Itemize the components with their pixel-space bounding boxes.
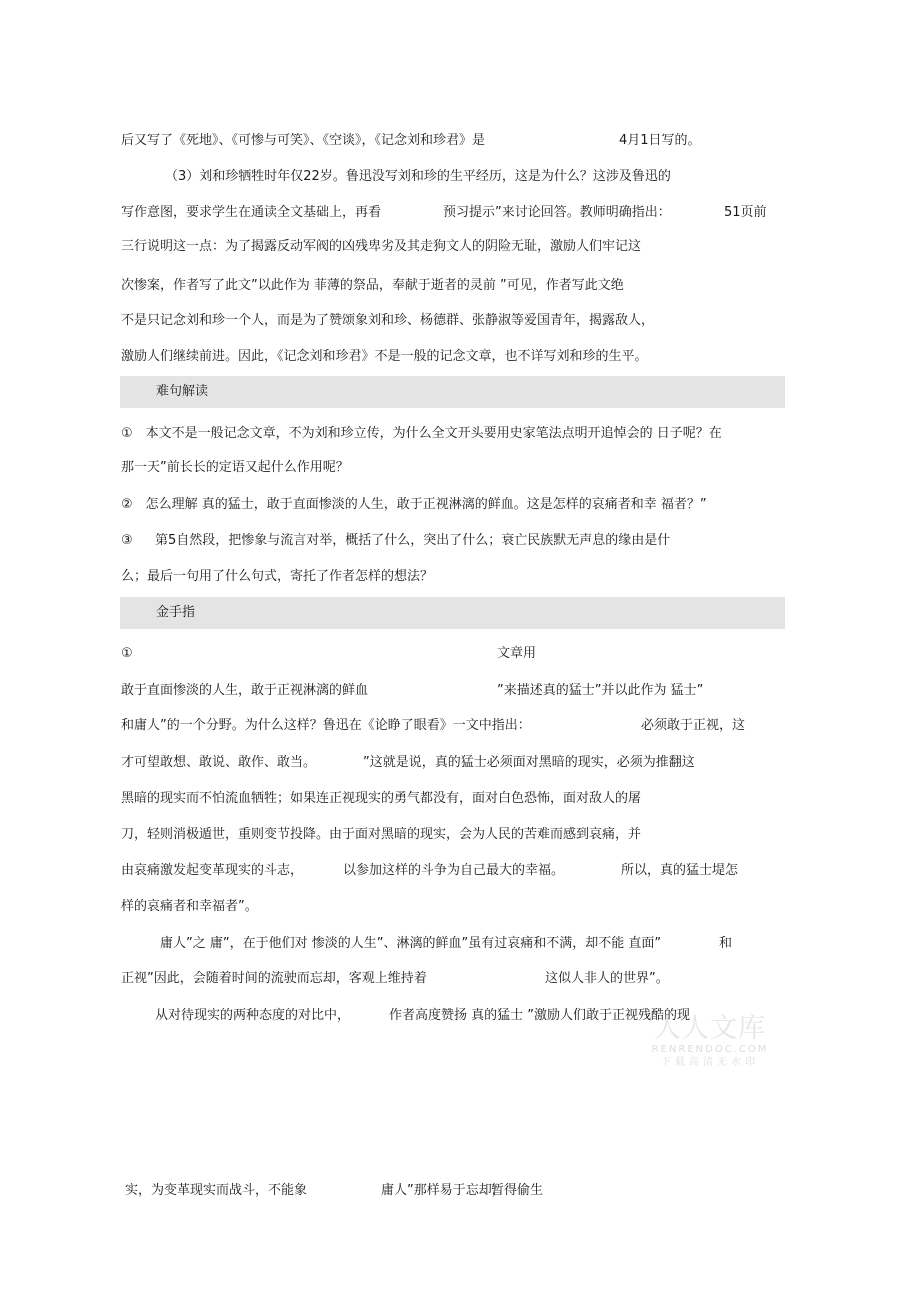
text-segment: 第5自然段，把惨象与流言对举，概括了什么，突出了什么；衰亡民族默无声息的缘由是什 bbox=[155, 533, 671, 548]
section-header-golden-finger bbox=[120, 597, 785, 629]
question-line: 那一天”前长长的定语又起什么作用呢？ bbox=[121, 460, 349, 475]
text-segment: 这似人非人的世界”。 bbox=[545, 971, 669, 986]
text-segment: 预习提示”来讨论回答。教师明确指出： bbox=[443, 205, 671, 220]
section-header-difficult-sentences bbox=[120, 376, 785, 408]
text-segment: ”这就是说，真的猛士必须面对黑暗的现实，必须为推翻这 bbox=[363, 755, 695, 770]
paragraph-line: 样的哀痛者和幸福者”。 bbox=[121, 899, 258, 914]
section-title: 难句解读 bbox=[156, 384, 209, 399]
question-line: ② 怎么理解 真的猛士，敢于直面惨淡的人生，敢于正视淋漓的鲜血。这是怎样的哀痛者和幸 福者？” bbox=[121, 497, 707, 512]
paragraph-line: 黑暗的现实而不怕流血牺牲；如果连正视现实的勇气都没有，面对白色恐怖，面对敌人的屠 bbox=[121, 791, 642, 806]
text-segment: 敢于直面惨淡的人生，敢于正视淋漓的鲜血 bbox=[121, 683, 369, 698]
paragraph-line: 次惨案，作者写了此文”以此作为 菲薄的祭品，奉献于逝者的灵前 ”可见，作者写此文绝 bbox=[121, 278, 624, 293]
watermark-title: 人人文库 bbox=[654, 1013, 766, 1044]
text-segment: 正视”因此，会随着时间的流驶而忘却，客观上维持着 bbox=[121, 971, 427, 986]
text-segment: 写作意图，要求学生在通读全文基础上，再看 bbox=[121, 205, 382, 220]
text-segment: 后又写了《死地》、《可惨与可笑》、《空谈》，《记念刘和珍君》是 bbox=[121, 133, 486, 148]
watermark-subtitle: 下载高清无水印 bbox=[661, 1057, 759, 1068]
text-segment: 文章用 bbox=[497, 646, 537, 661]
paragraph-line: 三行说明这一点：为了揭露反动军阀的凶残卑劣及其走狗文人的阴险无耻，激励人们牢记这 bbox=[121, 239, 642, 254]
text-segment: 实，为变革现实而战斗，不能象 bbox=[125, 1183, 308, 1198]
text-segment: 暂得偷生 bbox=[491, 1183, 544, 1198]
text-segment: 作者高度赞扬 真的猛士 ”激励人们敢于正视残酷的现 bbox=[389, 1008, 690, 1023]
text-segment: 庸人”那样易于忘却， bbox=[381, 1183, 505, 1198]
text-segment: 4月1日写的。 bbox=[619, 133, 701, 148]
question-line: ① 本文不是一般记念文章，不为刘和珍立传，为什么全文开头要用史家笔法点明开追悼会的 日子呢？在 bbox=[121, 426, 722, 441]
watermark-domain: RENRENDOC.COM bbox=[651, 1044, 769, 1055]
text-segment: 和 bbox=[719, 936, 733, 951]
text-segment: 51页前 bbox=[724, 205, 767, 220]
text-segment: 从对待现实的两种态度的对比中， bbox=[155, 1008, 351, 1023]
text-segment: 所以，真的猛士堤怎 bbox=[621, 863, 739, 878]
text-segment: 必须敢于正视，这 bbox=[641, 718, 746, 733]
text-segment: 和庸人”的一个分野。为什么这样？鲁迅在《论睁了眼看》一文中指出： bbox=[121, 718, 531, 733]
text-segment: 才可望敢想、敢说、敢作、敢当。 bbox=[121, 755, 317, 770]
paragraph-line: （3）刘和珍牺牲时年仅22岁。鲁迅没写刘和珍的生平经历，这是为什么？这涉及鲁迅的 bbox=[165, 169, 671, 184]
section-title: 金手指 bbox=[156, 605, 196, 620]
question-number: ③ bbox=[121, 533, 133, 548]
text-segment: 庸人”之 庸”，在于他们对 惨淡的人生”、淋漓的鲜血”虽有过哀痛和不满，却不能 直面” bbox=[160, 936, 662, 951]
paragraph-line: 刀，轻则消极遁世，重则变节投降。由于面对黑暗的现实，会为人民的苦难而感到哀痛，并 bbox=[121, 827, 642, 842]
watermark bbox=[645, 1014, 775, 1070]
text-segment: 以参加这样的斗争为自己最大的幸福。 bbox=[343, 863, 565, 878]
text-segment: ”来描述真的猛士”并以此作为 猛士” bbox=[497, 683, 704, 698]
item-number: ① bbox=[121, 646, 133, 661]
paragraph-line: 不是只记念刘和珍一个人，而是为了赞颂象刘和珍、杨德群、张静淑等爱国青年，揭露敌人， bbox=[121, 313, 655, 328]
text-segment: 由哀痛激发起变革现实的斗志， bbox=[121, 863, 304, 878]
question-line: 么；最后一句用了什么句式，寄托了作者怎样的想法？ bbox=[121, 569, 434, 584]
paragraph-line: 激励人们继续前进。因此，《记念刘和珍君》不是一般的记念文章，也不详写刘和珍的生平。 bbox=[121, 349, 648, 364]
